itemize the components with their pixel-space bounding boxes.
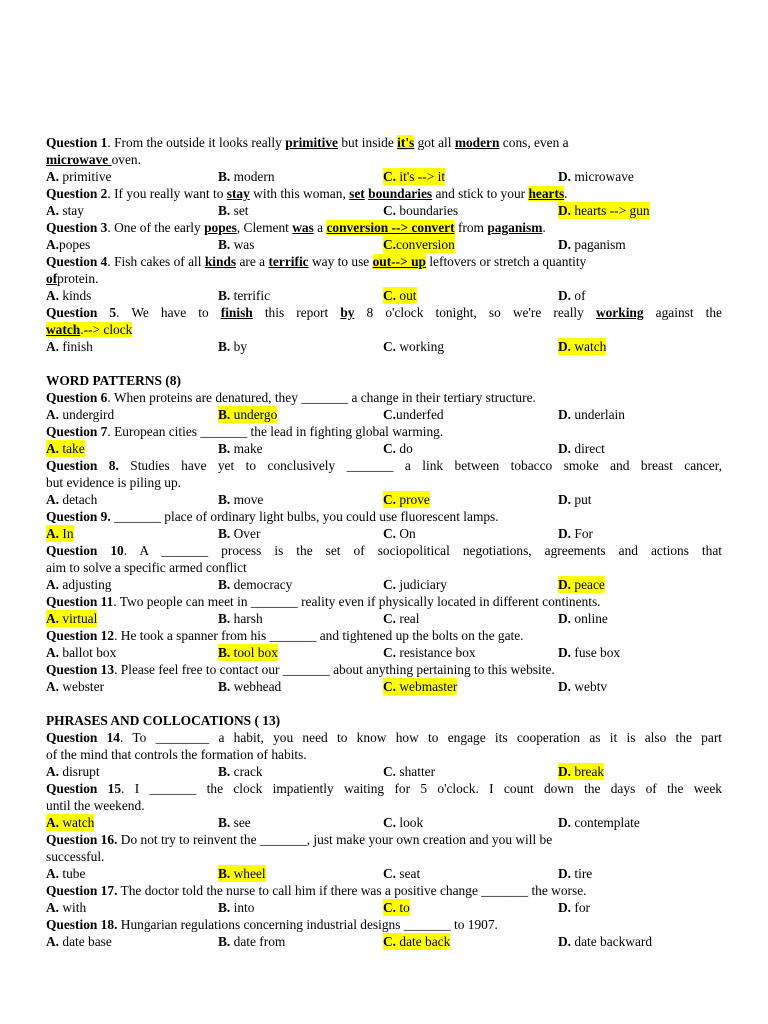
option-letter: B. (218, 577, 231, 592)
option-text: conversion (396, 237, 455, 252)
option-letter: B. (218, 339, 231, 354)
option-text: tool box (230, 645, 278, 660)
option-letter: D. (558, 407, 572, 422)
option-letter: C. (383, 237, 397, 252)
option-text: put (571, 492, 592, 507)
option-letter: A. (46, 577, 60, 592)
option-text: democracy (230, 577, 293, 592)
option-letter: D. (558, 526, 572, 541)
option-letter: A. (46, 679, 60, 694)
option-letter: D. (558, 645, 572, 660)
option-text: move (230, 492, 264, 507)
option-text: stay (59, 203, 84, 218)
option-text: was (230, 237, 255, 252)
option-letter: B. (218, 169, 231, 184)
option-text: undergo (230, 407, 278, 422)
question-14-cont: of the mind that controls the formation of habits. (46, 747, 307, 762)
option-text: hearts --> gun (571, 203, 650, 218)
option-text: kinds (59, 288, 92, 303)
option-letter: B. (218, 407, 231, 422)
options-row (46, 610, 722, 627)
option-letter: B. (218, 288, 231, 303)
section-heading: WORD PATTERNS (8) (46, 373, 181, 388)
option-b (218, 763, 263, 780)
question-3: Question 3. One of the early popes, Clement was a conversion --> convert from paganism. (46, 220, 546, 235)
question-5: Question 5. We have to finish this report by 8 o'clock tonight, so we're really working against the (46, 305, 723, 320)
option-letter: D. (558, 203, 572, 218)
option-d (558, 287, 586, 304)
options-row (46, 525, 722, 542)
option-c (383, 644, 476, 661)
option-text: wheel (230, 866, 266, 881)
option-letter: B. (218, 203, 231, 218)
option-letter: A. (46, 645, 60, 660)
option-text: undergird (59, 407, 115, 422)
option-text: webster (59, 679, 105, 694)
option-text: online (571, 611, 608, 626)
option-text: date backward (571, 934, 653, 949)
option-text: tire (571, 866, 593, 881)
option-text: date from (230, 934, 286, 949)
option-text: Over (230, 526, 261, 541)
option-text: adjusting (59, 577, 112, 592)
option-text: it's --> it (396, 169, 446, 184)
option-letter: A. (46, 203, 60, 218)
option-b (218, 933, 285, 950)
option-a (46, 763, 100, 780)
question-16-cont: successful. (46, 849, 105, 864)
option-letter: A. (46, 441, 60, 456)
question-4-cont: ofprotein. (46, 271, 99, 286)
option-text: On (396, 526, 416, 541)
option-d (558, 202, 650, 219)
question-2: Question 2. If you really want to stay with this woman, set boundaries and stick to your hearts. (46, 186, 568, 201)
option-text: prove (396, 492, 430, 507)
options-row (46, 899, 722, 916)
option-d (558, 678, 607, 695)
option-text: disrupt (59, 764, 100, 779)
option-letter: C. (383, 203, 397, 218)
option-letter: D. (558, 764, 572, 779)
option-text: resistance box (396, 645, 476, 660)
question-7: Question 7. European cities _______ the lead in fighting global warming. (46, 424, 444, 439)
question-label: Question 2 (46, 186, 108, 201)
option-text: into (230, 900, 255, 915)
options-row (46, 287, 722, 304)
option-text: peace (571, 577, 605, 592)
option-text: webtv (571, 679, 608, 694)
option-letter: C. (383, 441, 397, 456)
option-d (558, 933, 652, 950)
option-a (46, 287, 91, 304)
option-c (383, 610, 419, 627)
worksheet (46, 134, 722, 950)
option-text: tube (59, 866, 86, 881)
option-b (218, 899, 254, 916)
option-letter: D. (558, 611, 572, 626)
option-letter: D. (558, 441, 572, 456)
question-6: Question 6. When proteins are denatured, they _______ a change in their tertiary structure. (46, 390, 536, 405)
option-text: webmaster (396, 679, 458, 694)
option-letter: C. (383, 339, 397, 354)
option-letter: A. (46, 934, 60, 949)
option-a (46, 610, 97, 627)
option-d (558, 440, 605, 457)
option-a (46, 236, 90, 253)
option-letter: A. (46, 900, 60, 915)
option-letter: D. (558, 900, 572, 915)
option-d (558, 338, 606, 355)
option-text: make (230, 441, 263, 456)
options-row (46, 576, 722, 593)
option-text: ballot box (59, 645, 117, 660)
option-letter: C. (383, 679, 397, 694)
option-a (46, 338, 93, 355)
options-row (46, 763, 722, 780)
question-4: Question 4. Fish cakes of all kinds are a terrific way to use out--> up leftovers or stretch a quantity (46, 254, 587, 269)
option-letter: A. (46, 764, 60, 779)
option-b (218, 440, 263, 457)
option-d (558, 406, 625, 423)
option-b (218, 202, 249, 219)
option-a (46, 168, 111, 185)
option-letter: B. (218, 900, 231, 915)
option-c (383, 406, 444, 423)
option-d (558, 644, 620, 661)
option-b (218, 576, 292, 593)
option-text: virtual (59, 611, 98, 626)
question-1-cont: microwave oven. (46, 152, 141, 167)
option-letter: A. (46, 492, 60, 507)
question-13: Question 13. Please feel free to contact our _______ about anything pertaining to this website. (46, 662, 555, 677)
option-text: harsh (230, 611, 263, 626)
option-text: For (571, 526, 593, 541)
option-a (46, 440, 85, 457)
option-text: by (230, 339, 248, 354)
question-11: Question 11. Two people can meet in _______ reality even if physically located in different continents. (46, 594, 601, 609)
option-letter: D. (558, 934, 572, 949)
option-b (218, 168, 275, 185)
option-a (46, 814, 94, 831)
question-8: Question 8. Studies have yet to conclusively _______ a link between tobacco smoke and breast cancer, (46, 458, 722, 473)
option-text: webhead (230, 679, 282, 694)
option-letter: B. (218, 611, 231, 626)
question-18: Question 18. Hungarian regulations concerning industrial designs _______ to 1907. (46, 917, 498, 932)
question-1: Question 1. From the outside it looks really primitive but inside it's got all modern cons, even a (46, 135, 569, 150)
option-letter: D. (558, 577, 572, 592)
option-text: direct (571, 441, 605, 456)
option-letter: C. (383, 492, 397, 507)
question-9: Question 9. _______ place of ordinary light bulbs, you could use fluorescent lamps. (46, 509, 499, 524)
option-text: finish (59, 339, 93, 354)
option-letter: C. (383, 764, 397, 779)
option-c (383, 525, 416, 542)
option-b (218, 236, 254, 253)
section-heading: PHRASES AND COLLOCATIONS ( 13) (46, 713, 281, 728)
option-d (558, 865, 592, 882)
option-d (558, 525, 593, 542)
option-text: see (230, 815, 251, 830)
question-10-cont: aim to solve a specific armed conflict (46, 560, 247, 575)
option-letter: B. (218, 526, 231, 541)
option-text: for (571, 900, 590, 915)
question-8-cont: but evidence is piling up. (46, 475, 181, 490)
option-a (46, 865, 85, 882)
option-text: watch (571, 339, 607, 354)
question-17: Question 17. The doctor told the nurse to call him if there was a positive change _______ the worse. (46, 883, 587, 898)
option-c (383, 287, 417, 304)
question-label: Question 1 (46, 135, 108, 150)
option-text: date back (396, 934, 451, 949)
option-text: popes (59, 237, 91, 252)
option-text: to (396, 900, 410, 915)
option-b (218, 491, 263, 508)
option-a (46, 525, 74, 542)
option-letter: C. (383, 169, 397, 184)
option-b (218, 338, 247, 355)
option-letter: D. (558, 492, 572, 507)
option-b (218, 406, 277, 423)
option-text: fuse box (571, 645, 621, 660)
option-letter: B. (218, 815, 231, 830)
option-letter: D. (558, 866, 572, 881)
option-text: real (396, 611, 420, 626)
option-d (558, 899, 590, 916)
option-a (46, 933, 112, 950)
option-d (558, 576, 605, 593)
option-c (383, 899, 410, 916)
option-text: underfed (396, 407, 444, 422)
question-label: Question 3 (46, 220, 108, 235)
option-text: underlain (571, 407, 625, 422)
option-letter: A. (46, 526, 60, 541)
option-text: modern (230, 169, 275, 184)
option-letter: D. (558, 339, 572, 354)
option-a (46, 491, 97, 508)
option-letter: B. (218, 679, 231, 694)
option-letter: A. (46, 288, 60, 303)
option-letter: C. (383, 577, 397, 592)
option-c (383, 236, 455, 253)
option-text: microwave (571, 169, 634, 184)
option-b (218, 525, 260, 542)
option-letter: A. (46, 339, 60, 354)
question-label: Question 4 (46, 254, 108, 269)
option-d (558, 610, 608, 627)
option-letter: D. (558, 237, 572, 252)
option-letter: B. (218, 492, 231, 507)
option-c (383, 814, 423, 831)
option-a (46, 899, 86, 916)
option-letter: C. (383, 900, 397, 915)
option-text: working (396, 339, 445, 354)
option-b (218, 678, 281, 695)
option-letter: A. (46, 815, 60, 830)
option-letter: B. (218, 441, 231, 456)
option-text: set (230, 203, 249, 218)
option-text: paganism (571, 237, 626, 252)
question-12: Question 12. He took a spanner from his _______ and tightened up the bolts on the gate. (46, 628, 524, 643)
option-a (46, 406, 114, 423)
question-10: Question 10. A _______ process is the set of sociopolitical negotiations, agreements and actions that (46, 543, 723, 558)
option-c (383, 338, 444, 355)
options-row (46, 236, 722, 253)
option-text: with (59, 900, 87, 915)
option-letter: B. (218, 934, 231, 949)
options-row (46, 933, 722, 950)
option-text: detach (59, 492, 98, 507)
question-label: Question 5 (46, 305, 117, 320)
option-b (218, 814, 251, 831)
question-14: Question 14. To ________ a habit, you need to know how to engage its cooperation as it is also the part (46, 730, 723, 745)
option-a (46, 644, 116, 661)
option-text: break (571, 764, 605, 779)
option-letter: C. (383, 866, 397, 881)
option-text: terrific (230, 288, 271, 303)
question-15: Question 15. I _______ the clock impatiently waiting for 5 o'clock. I count down the days of the week (46, 781, 722, 796)
options-row (46, 644, 722, 661)
option-text: take (59, 441, 85, 456)
option-text: of (571, 288, 586, 303)
option-letter: C. (383, 288, 397, 303)
option-c (383, 678, 457, 695)
option-b (218, 610, 263, 627)
option-d (558, 763, 604, 780)
option-a (46, 202, 84, 219)
option-text: crack (230, 764, 263, 779)
option-text: contemplate (571, 815, 640, 830)
options-row (46, 338, 722, 355)
options-row (46, 440, 722, 457)
option-text: date base (59, 934, 112, 949)
option-letter: A. (46, 407, 60, 422)
option-letter: C. (383, 815, 397, 830)
option-d (558, 236, 626, 253)
option-letter: C. (383, 407, 397, 422)
option-c (383, 933, 450, 950)
option-text: do (396, 441, 413, 456)
option-letter: D. (558, 679, 572, 694)
option-letter: B. (218, 237, 231, 252)
option-b (218, 644, 278, 661)
option-letter: B. (218, 866, 231, 881)
option-text: out (396, 288, 417, 303)
option-d (558, 491, 592, 508)
option-c (383, 576, 447, 593)
option-text: judiciary (396, 577, 447, 592)
option-text: boundaries (396, 203, 459, 218)
option-c (383, 202, 458, 219)
option-c (383, 440, 413, 457)
options-row (46, 202, 722, 219)
option-b (218, 287, 270, 304)
option-letter: C. (383, 934, 397, 949)
option-letter: A. (46, 237, 60, 252)
option-text: seat (396, 866, 421, 881)
option-letter: C. (383, 526, 397, 541)
option-d (558, 814, 640, 831)
question-5-cont: watch.--> clock (46, 322, 133, 337)
option-c (383, 763, 435, 780)
option-text: primitive (59, 169, 112, 184)
option-b (218, 865, 266, 882)
option-letter: A. (46, 866, 60, 881)
option-text: watch (59, 815, 95, 830)
option-d (558, 168, 634, 185)
options-row (46, 491, 722, 508)
option-letter: D. (558, 169, 572, 184)
option-c (383, 168, 445, 185)
option-letter: A. (46, 169, 60, 184)
option-c (383, 865, 420, 882)
options-row (46, 865, 722, 882)
option-letter: A. (46, 611, 60, 626)
question-16: Question 16. Do not try to reinvent the _______, just make your own creation and you will be (46, 832, 553, 847)
option-text: In (59, 526, 74, 541)
option-a (46, 678, 104, 695)
options-row (46, 678, 722, 695)
option-text: look (396, 815, 424, 830)
option-text: shatter (396, 764, 436, 779)
option-letter: D. (558, 288, 572, 303)
option-c (383, 491, 430, 508)
option-a (46, 576, 111, 593)
option-letter: C. (383, 645, 397, 660)
option-letter: C. (383, 611, 397, 626)
option-letter: B. (218, 645, 231, 660)
options-row (46, 814, 722, 831)
options-row (46, 168, 722, 185)
question-15-cont: until the weekend. (46, 798, 145, 813)
option-letter: D. (558, 815, 572, 830)
option-letter: B. (218, 764, 231, 779)
options-row (46, 406, 722, 423)
